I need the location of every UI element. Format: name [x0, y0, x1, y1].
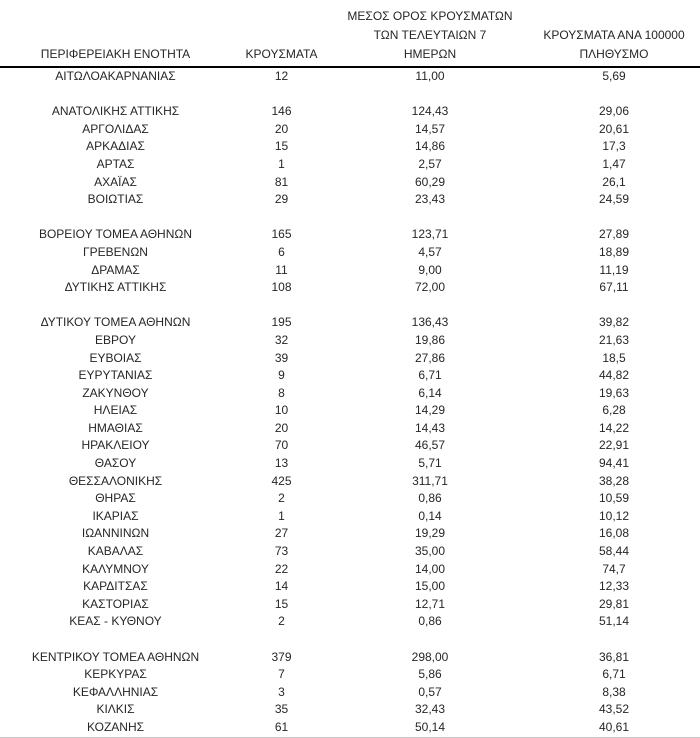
- table-row: [0, 596, 700, 614]
- per100k-cell: 11,19: [599, 262, 629, 277]
- region-cell: ΘΗΡΑΣ: [95, 491, 136, 506]
- table-row: [0, 543, 700, 561]
- avg7-cell: 14,86: [414, 139, 446, 154]
- cases-cell: 15: [274, 596, 289, 611]
- avg7-cell: 14,00: [414, 561, 446, 576]
- cases-cell: 14: [274, 579, 289, 594]
- cases-cell: 379: [271, 649, 292, 664]
- per100k-cell: 67,11: [599, 280, 629, 295]
- per100k-cell: 29,06: [598, 104, 630, 119]
- region-cell: ΑΡΓΟΛΙΔΑΣ: [82, 121, 149, 136]
- table-row: [0, 67, 700, 86]
- header-line: ΜΕΣΟΣ ΟΡΟΣ ΚΡΟΥΣΜΑΤΩΝ: [347, 9, 513, 23]
- avg7-cell: 32,43: [414, 702, 446, 717]
- region-cell: ΕΒΡΟΥ: [95, 332, 136, 347]
- table-row: [0, 103, 700, 121]
- per100k-cell: 6,71: [602, 667, 626, 682]
- region-cell: ΚΑΛΥΜΝΟΥ: [82, 561, 149, 576]
- table-row: [0, 578, 700, 596]
- per100k-cell: 19,63: [598, 385, 630, 400]
- header-line: ΠΛΗΘΥΣΜΟ: [579, 47, 649, 61]
- region-cell: ΚΕΑΣ - ΚΥΘΝΟΥ: [69, 614, 162, 629]
- table-row: [0, 350, 700, 368]
- cases-cell: 10: [274, 403, 289, 418]
- avg7-cell: 0,57: [418, 684, 442, 699]
- cases-cell: 6: [278, 244, 285, 259]
- per100k-cell: 27,89: [598, 227, 630, 242]
- region-cell: ΚΑΣΤΟΡΙΑΣ: [82, 596, 149, 611]
- table-row: [0, 226, 700, 244]
- avg7-cell: 0,14: [418, 508, 442, 523]
- table-row: [0, 191, 700, 209]
- cases-cell: 8: [278, 385, 285, 400]
- avg7-cell: 9,00: [418, 262, 442, 277]
- table-row: [0, 455, 700, 473]
- cases-cell: 20: [274, 121, 289, 136]
- region-cell: ΚΟΖΑΝΗΣ: [86, 719, 145, 734]
- avg7-cell: 12,71: [414, 596, 446, 611]
- avg7-cell: 15,00: [414, 579, 446, 594]
- cases-cell: 13: [274, 456, 289, 471]
- cases-cell: 11: [275, 262, 288, 277]
- avg7-cell: 19,86: [414, 332, 446, 347]
- cases-cell: 108: [271, 280, 292, 295]
- region-cell: ΔΡΑΜΑΣ: [91, 262, 140, 277]
- avg7-cell: 0,86: [418, 614, 442, 629]
- table-row: [0, 121, 700, 139]
- cases-cell: 32: [274, 332, 289, 347]
- region-cell: ΑΧΑΪΑΣ: [94, 174, 137, 189]
- table-row: [0, 314, 700, 332]
- table-row: [0, 508, 700, 526]
- table-header: [0, 0, 700, 67]
- per100k-cell: 51,14: [598, 614, 630, 629]
- table-row: [0, 649, 700, 667]
- avg7-cell: 5,71: [418, 456, 442, 471]
- per100k-cell: 39,82: [598, 315, 630, 330]
- table-row: [0, 402, 700, 420]
- avg7-cell: 4,57: [418, 244, 442, 259]
- per100k-cell: 24,59: [598, 192, 630, 207]
- table-row: [0, 490, 700, 508]
- cases-cell: 70: [274, 438, 289, 453]
- avg7-cell: 14,57: [414, 121, 446, 136]
- per100k-cell: 16,08: [598, 526, 630, 541]
- avg7-cell: 311,71: [412, 473, 448, 488]
- cases-cell: 61: [274, 719, 289, 734]
- header-line: ΤΩΝ ΤΕΛΕΥΤΑΙΩΝ 7: [373, 28, 487, 42]
- cases-cell: 1: [278, 156, 285, 171]
- per100k-cell: 10,12: [598, 508, 630, 523]
- cases-cell: 39: [274, 350, 289, 365]
- region-cell: ΚΙΛΚΙΣ: [96, 702, 135, 717]
- per100k-cell: 29,81: [598, 596, 630, 611]
- per100k-cell: 1,47: [602, 156, 626, 171]
- region-cell: ΒΟΡΕΙΟΥ ΤΟΜΕΑ ΑΘΗΝΩΝ: [38, 227, 193, 242]
- per100k-cell: 18,5: [602, 350, 626, 365]
- header-per100k-cell: [528, 0, 700, 67]
- avg7-cell: 136,43: [411, 315, 449, 330]
- region-cell: ΕΥΡΥΤΑΝΙΑΣ: [78, 368, 153, 383]
- avg7-cell: 2,57: [418, 156, 442, 171]
- per100k-cell: 58,44: [598, 544, 630, 559]
- region-cell: ΔΥΤΙΚΗΣ ΑΤΤΙΚΗΣ: [64, 280, 167, 295]
- table-row: [0, 420, 700, 438]
- cases-cell: 35: [274, 702, 289, 717]
- region-cell: ΕΥΒΟΙΑΣ: [89, 350, 142, 365]
- cases-cell: 7: [278, 667, 285, 682]
- per100k-cell: 26,1: [602, 174, 626, 189]
- cases-cell: 1: [278, 508, 285, 523]
- region-cell: ΗΡΑΚΛΕΙΟΥ: [81, 438, 150, 453]
- cases-cell: 27: [274, 526, 289, 541]
- cases-cell: 20: [274, 420, 289, 435]
- spacer-row: [0, 297, 700, 315]
- region-cell: ΑΙΤΩΛΟΑΚΑΡΝΑΝΙΑΣ: [55, 69, 176, 83]
- table-row: [0, 279, 700, 297]
- cases-cell: 9: [278, 368, 285, 383]
- per100k-cell: 5,69: [602, 69, 626, 83]
- header-line: ΚΡΟΥΣΜΑΤΑ: [245, 47, 318, 61]
- avg7-cell: 298,00: [411, 649, 449, 664]
- table-row: [0, 684, 700, 702]
- region-cell: ΙΩΑΝΝΙΝΩΝ: [81, 526, 150, 541]
- per100k-cell: 18,89: [598, 244, 630, 259]
- avg7-cell: 124,43: [411, 104, 449, 119]
- table-row: [0, 613, 700, 631]
- table-row: [0, 525, 700, 543]
- region-cell: ΔΥΤΙΚΟΥ ΤΟΜΕΑ ΑΘΗΝΩΝ: [40, 315, 191, 330]
- region-cell: ΗΛΕΙΑΣ: [93, 403, 138, 418]
- per100k-cell: 6,28: [602, 403, 626, 418]
- per100k-cell: 43,52: [598, 702, 630, 717]
- cases-cell: 146: [271, 104, 292, 119]
- region-cell: ΑΡΤΑΣ: [96, 156, 135, 171]
- avg7-cell: 23,43: [414, 192, 446, 207]
- per100k-cell: 8,38: [602, 684, 626, 699]
- header-line: ΗΜΕΡΩΝ: [403, 47, 457, 61]
- region-cell: ΙΚΑΡΙΑΣ: [92, 508, 139, 523]
- per100k-cell: 74,7: [602, 561, 626, 576]
- table-row: [0, 561, 700, 579]
- table-row: [0, 666, 700, 684]
- header-line: ΚΡΟΥΣΜΑΤΑ ΑΝΑ 100000: [543, 28, 685, 42]
- spacer-row: [0, 631, 700, 649]
- cases-cell: 3: [278, 684, 285, 699]
- avg7-cell: 123,71: [411, 227, 449, 242]
- table-row: [0, 174, 700, 192]
- spacer-cell: [0, 209, 700, 227]
- per100k-cell: 10,59: [598, 491, 630, 506]
- region-cell: ΒΟΙΩΤΙΑΣ: [87, 192, 144, 207]
- region-cell: ΓΡΕΒΕΝΩΝ: [83, 244, 148, 259]
- region-cell: ΚΑΡΔΙΤΣΑΣ: [83, 579, 148, 594]
- avg7-cell: 14,43: [414, 420, 446, 435]
- region-cell: ΚΕΝΤΡΙΚΟΥ ΤΟΜΕΑ ΑΘΗΝΩΝ: [31, 649, 200, 664]
- avg7-cell: 46,57: [414, 438, 446, 453]
- header-cases-cell: [231, 0, 332, 67]
- cases-cell: 81: [274, 174, 289, 189]
- per100k-cell: 17,3: [602, 139, 626, 154]
- per100k-cell: 12,33: [598, 579, 630, 594]
- header-region-cell: [0, 0, 231, 67]
- cases-cell: 165: [271, 227, 292, 242]
- header-row: [0, 0, 700, 67]
- cases-cell: 73: [274, 544, 289, 559]
- region-cell: ΘΕΣΣΑΛΟΝΙΚΗΣ: [68, 473, 163, 488]
- per100k-cell: 22,91: [598, 438, 630, 453]
- avg7-cell: 5,86: [418, 667, 442, 682]
- region-cell: ΑΝΑΤΟΛΙΚΗΣ ΑΤΤΙΚΗΣ: [51, 104, 180, 119]
- table-row: [0, 367, 700, 385]
- region-cell: ΗΜΑΘΙΑΣ: [88, 420, 143, 435]
- per100k-cell: 14,22: [598, 420, 630, 435]
- spacer-cell: [0, 297, 700, 315]
- table-row: [0, 719, 700, 737]
- spacer-row: [0, 209, 700, 227]
- per100k-cell: 44,82: [598, 368, 630, 383]
- avg7-cell: 19,29: [414, 526, 446, 541]
- cases-cell: 425: [271, 473, 292, 488]
- avg7-cell: 35,00: [414, 544, 446, 559]
- per100k-cell: 94,41: [598, 456, 630, 471]
- table-row: [0, 701, 700, 719]
- region-cell: ΚΕΡΚΥΡΑΣ: [84, 667, 147, 682]
- avg7-cell: 50,14: [414, 719, 446, 734]
- region-cell: ΖΑΚΥΝΘΟΥ: [82, 385, 149, 400]
- cases-cell: 2: [278, 614, 285, 629]
- avg7-cell: 11,00: [415, 69, 445, 83]
- region-cell: ΚΑΒΑΛΑΣ: [87, 544, 144, 559]
- region-cell: ΚΕΦΑΛΛΗΝΙΑΣ: [72, 684, 159, 699]
- cases-cell: 22: [274, 561, 289, 576]
- cases-cell: 29: [274, 192, 289, 207]
- per100k-cell: 21,63: [598, 332, 630, 347]
- spacer-cell: [0, 86, 700, 104]
- table-row: [0, 244, 700, 262]
- cases-cell: 2: [278, 491, 285, 506]
- avg7-cell: 14,29: [414, 403, 446, 418]
- spacer-cell: [0, 631, 700, 649]
- table-row: [0, 473, 700, 491]
- table-row: [0, 437, 700, 455]
- spacer-row: [0, 86, 700, 104]
- avg7-cell: 27,86: [414, 350, 446, 365]
- per100k-cell: 20,61: [598, 121, 630, 136]
- avg7-cell: 60,29: [414, 174, 446, 189]
- table-row: [0, 156, 700, 174]
- region-cell: ΑΡΚΑΔΙΑΣ: [86, 139, 145, 154]
- table-row: [0, 138, 700, 156]
- avg7-cell: 6,71: [418, 368, 442, 383]
- per100k-cell: 40,61: [598, 719, 630, 734]
- cases-cell: 195: [271, 315, 292, 330]
- header-avg7-cell: [332, 0, 528, 67]
- region-cell: ΘΑΣΟΥ: [94, 456, 137, 471]
- avg7-cell: 6,14: [418, 385, 442, 400]
- header-line: ΠΕΡΙΦΕΡΕΙΑΚΗ ΕΝΟΤΗΤΑ: [40, 47, 191, 61]
- cases-cell: 15: [274, 139, 289, 154]
- table-row: [0, 332, 700, 350]
- avg7-cell: 72,00: [414, 280, 446, 295]
- table-row: [0, 262, 700, 280]
- per100k-cell: 38,28: [598, 473, 630, 488]
- per100k-cell: 36,81: [598, 649, 630, 664]
- avg7-cell: 0,86: [418, 491, 442, 506]
- table-row: [0, 385, 700, 403]
- cases-cell: 12: [274, 69, 289, 83]
- table-body: [0, 67, 700, 737]
